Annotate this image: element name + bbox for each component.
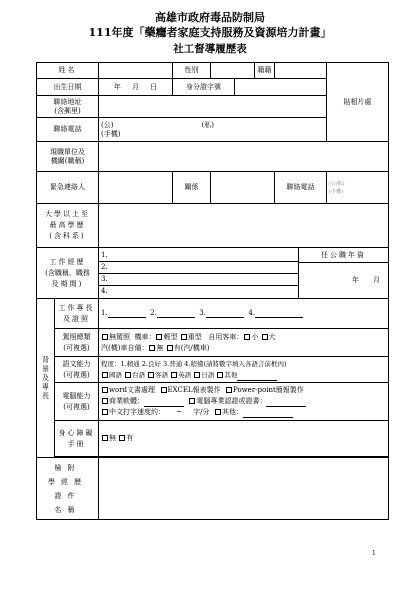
typing-speed-checkbox[interactable] — [102, 409, 108, 415]
heavy-motorcycle-checkbox[interactable] — [181, 334, 187, 340]
phone-private: (私) — [201, 120, 214, 129]
gender-label: 性別 — [173, 63, 211, 79]
name-label: 姓名 — [37, 63, 99, 79]
id-number-field[interactable] — [235, 79, 327, 96]
other-language-box[interactable] — [217, 372, 223, 378]
education-field[interactable] — [99, 204, 389, 248]
japanese-box[interactable] — [194, 372, 200, 378]
certification-checkbox[interactable] — [189, 398, 195, 404]
phone-mobile: (手機) — [101, 129, 121, 138]
employer-label: 現職單位及 機關(職稱) — [37, 142, 99, 172]
background-section-label: 背 景 及 專 長 — [37, 299, 55, 458]
license-label: 駕照總類 (可複選) — [55, 329, 99, 357]
agency-title: 高雄市政府毒品防制局 — [155, 11, 265, 24]
skills-field[interactable]: 1. 2. 3. 4. — [99, 299, 389, 329]
experience-list — [99, 248, 299, 299]
computer-label: 電腦能力 (可複選) — [55, 383, 99, 421]
gender-field[interactable] — [211, 63, 255, 79]
nationality-label: 籍籍 — [255, 63, 275, 79]
no-vehicle-checkbox[interactable] — [149, 345, 155, 351]
nationality-field[interactable] — [275, 63, 327, 79]
disability-label: 身心障礙 手冊 — [55, 421, 99, 457]
language-label: 語文能力 (可複選) — [55, 357, 99, 383]
civil-service-years-unit: 年 月 — [352, 276, 380, 284]
program-title: 111年度「藥癮者家庭支持服務及資源培力計畫」 — [88, 26, 332, 39]
other-computer-checkbox[interactable] — [215, 409, 221, 415]
phone-field[interactable] — [99, 118, 327, 142]
address-label: 聯絡地址 (含郵里) — [37, 96, 99, 118]
small-car-checkbox[interactable] — [244, 334, 250, 340]
taiwanese-box[interactable] — [125, 372, 131, 378]
phone-label: 聯絡電話 — [37, 118, 99, 142]
word-checkbox[interactable] — [102, 387, 108, 393]
attachments-label: 檢附 學經歷 證件 名稱 — [37, 458, 99, 520]
birth-field[interactable] — [99, 79, 173, 96]
civil-service-years[interactable] — [299, 248, 389, 299]
experience-label: 工作經歷 (含職稱、職務 及期間) — [37, 248, 99, 299]
photo-area[interactable]: 貼相片處 — [327, 63, 389, 142]
relation-field[interactable] — [211, 172, 275, 204]
education-label: 大學以上至 最高學歷 (含科系) — [37, 204, 99, 248]
year-label: 年 — [113, 82, 121, 91]
resume-form — [36, 62, 389, 520]
skills-label: 工作專長 及證照 — [55, 299, 99, 329]
employer-field[interactable] — [99, 142, 389, 172]
excel-checkbox[interactable] — [161, 387, 167, 393]
page-number: 1 — [372, 550, 376, 557]
emergency-phone-field[interactable]: (公/私) (手機) — [327, 172, 389, 204]
emergency-phone-label: 聯絡電話 — [275, 172, 327, 204]
experience-item[interactable]: 3. — [99, 273, 298, 285]
birth-label: 出生日期 — [37, 79, 99, 96]
disability-options: 無 有 — [99, 421, 389, 457]
experience-item[interactable]: 2. — [99, 261, 298, 273]
powerpoint-checkbox[interactable] — [226, 387, 232, 393]
light-motorcycle-checkbox[interactable] — [156, 334, 162, 340]
relation-label: 關係 — [173, 172, 211, 204]
large-car-checkbox[interactable] — [262, 334, 268, 340]
english-box[interactable] — [171, 372, 177, 378]
phone-office: (公) — [101, 120, 114, 129]
form-title: 社工督導履歷表 — [173, 43, 247, 55]
language-options: 程度：1.精通 2.良好 3.普通 4.稍懂(請將數字填入各語言前框內) 國語 台語 客語 英語 日語 其他 — [99, 357, 389, 383]
has-disability-checkbox[interactable] — [119, 435, 125, 441]
has-vehicle-checkbox[interactable] — [167, 345, 173, 351]
no-license-checkbox[interactable] — [102, 334, 108, 340]
experience-item[interactable]: 1. — [99, 250, 298, 262]
civil-service-years-label: 任公職年資 — [299, 248, 388, 263]
mandarin-box[interactable] — [102, 372, 108, 378]
attachments-field[interactable] — [99, 458, 389, 520]
hakka-box[interactable] — [148, 372, 154, 378]
id-number-label: 身分證字號 — [173, 79, 235, 96]
computer-options: word文書處理 EXCEL報表製作 Power-point簡報製作 商業軟體： 電腦專業認證或證書： 中文打字速度約： ~ 字/分 其他： — [99, 383, 389, 421]
emergency-contact-label: 緊急連絡人 — [37, 172, 99, 204]
experience-item[interactable]: 4. — [101, 286, 108, 295]
emergency-contact-field[interactable] — [99, 172, 173, 204]
name-field[interactable] — [99, 63, 173, 79]
address-field[interactable] — [99, 96, 327, 118]
license-options: 無駕照 機車： 輕型 重型 自用客車： 小 大 汽(機)車自備： 無 有(汽/機車) — [99, 329, 389, 357]
no-disability-checkbox[interactable] — [102, 435, 108, 441]
business-software-checkbox[interactable] — [102, 398, 108, 404]
day-label: 日 — [150, 82, 158, 91]
month-label: 月 — [132, 82, 139, 91]
